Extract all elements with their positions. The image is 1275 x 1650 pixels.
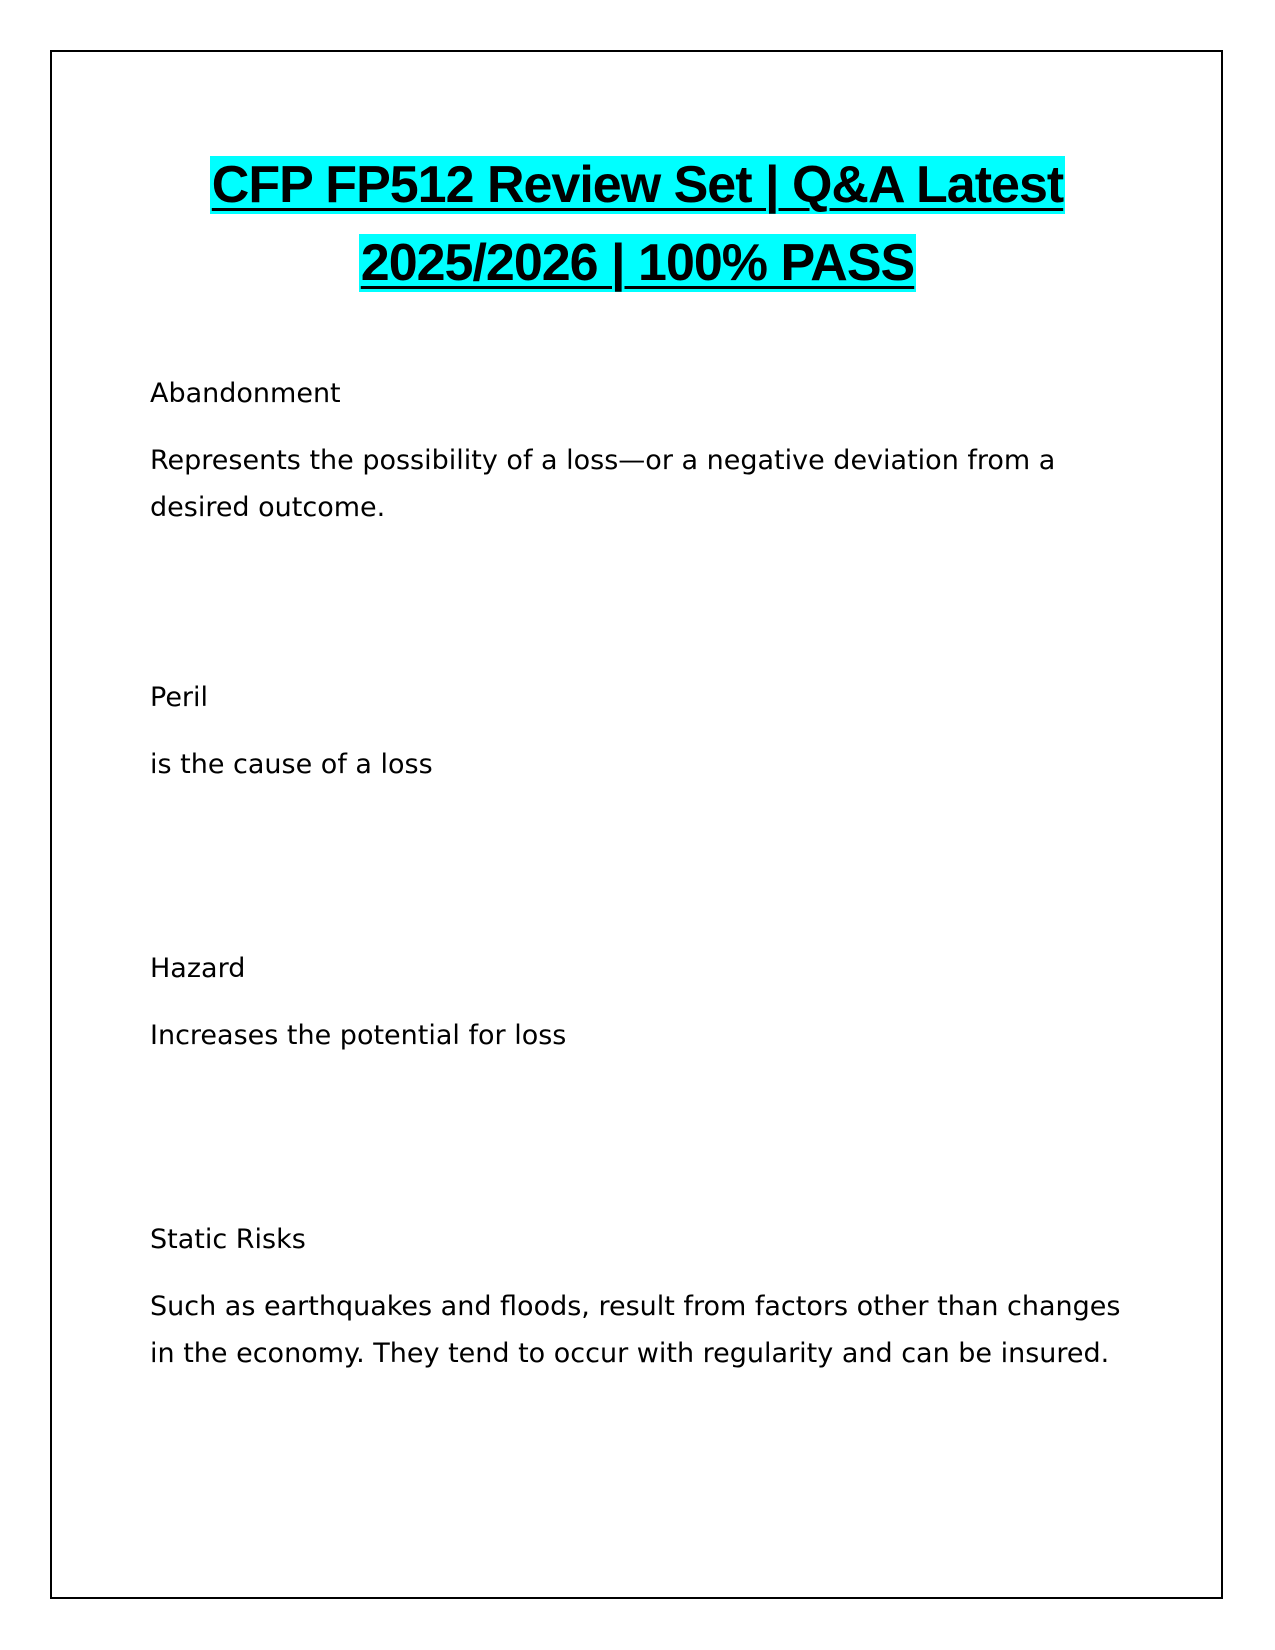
qa-entry (150, 370, 1130, 531)
qa-entry (150, 674, 1130, 788)
qa-entry (150, 1216, 1130, 1377)
entry-definition: Such as earthquakes and floods, result from factors other than changes in the economy. They tend to occur with regularity and can be insured. (150, 1291, 1121, 1369)
document-title (100, 146, 1175, 302)
title-line-1: CFP FP512 Review Set | Q&A Latest (211, 156, 1064, 214)
qa-entry (150, 945, 1130, 1059)
entry-term: Static Risks (150, 1224, 306, 1255)
entry-definition: Increases the potential for loss (150, 1020, 567, 1051)
entry-definition: is the cause of a loss (150, 749, 433, 780)
title-line-2: 2025/2026 | 100% PASS (360, 234, 915, 292)
entry-term: Abandonment (150, 378, 341, 409)
entry-term: Hazard (150, 953, 246, 984)
entry-definition: Represents the possibility of a loss—or a negative deviation from a desired outcome. (150, 445, 1056, 523)
entry-term: Peril (150, 682, 209, 713)
